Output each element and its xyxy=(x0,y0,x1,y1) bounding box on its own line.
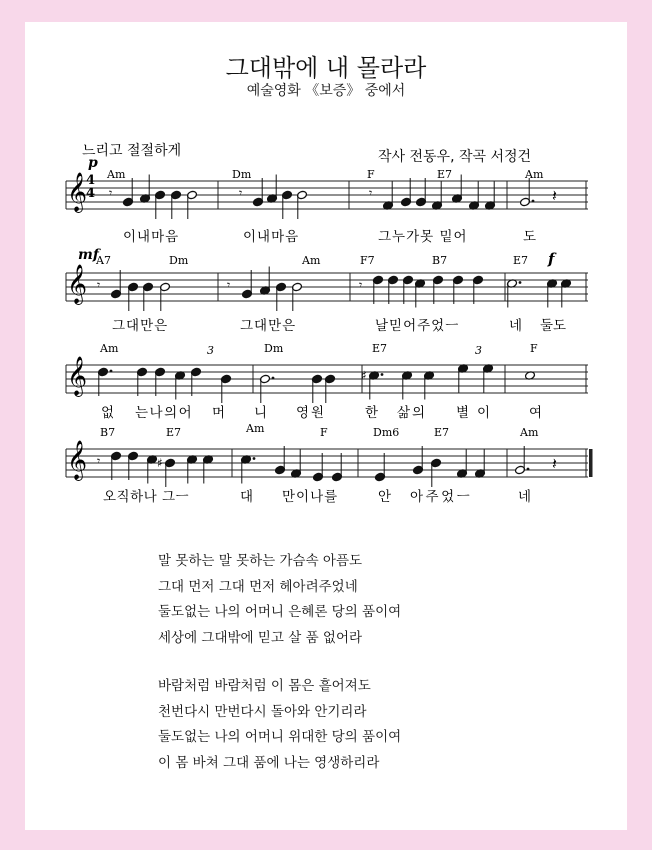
chord-symbol: Dm xyxy=(264,342,284,355)
note-dot xyxy=(532,200,535,203)
note-dot xyxy=(110,370,113,373)
verse-line: 둘도없는 나의 어머니 위대한 당의 품이여 xyxy=(158,729,402,745)
staff-system-2 xyxy=(66,247,588,334)
eighth-rest-icon: 𝄾 xyxy=(369,186,373,200)
lyric: 한 xyxy=(365,405,379,421)
lyric: 별이 xyxy=(456,405,499,421)
eighth-rest-icon: 𝄾 xyxy=(97,278,101,292)
chord-symbol: E7 xyxy=(166,426,182,439)
note-dot xyxy=(272,377,275,380)
dynamic-mark: f xyxy=(548,250,555,268)
lyric: 대 xyxy=(240,489,254,505)
lyric: 네 xyxy=(518,489,532,505)
chord-symbol: E7 xyxy=(437,168,453,181)
treble-clef-icon: 𝄞 xyxy=(67,264,88,304)
chord-symbol: E7 xyxy=(434,426,450,439)
triplet-mark: 3 xyxy=(207,344,214,357)
chord-symbol: B7 xyxy=(432,254,448,267)
chord-symbol: E7 xyxy=(372,342,388,355)
verse-block-2 xyxy=(158,674,401,776)
lyric: 오직하나 그ㅡ xyxy=(103,489,190,505)
lyric: 만이나를 xyxy=(282,489,339,505)
verse-line: 바람처럼 바람처럼 이 몸은 흩어져도 xyxy=(158,678,371,694)
verse-line: 그대 먼저 그대 먼저 헤아려주었네 xyxy=(158,578,358,595)
lyric: 도 xyxy=(523,229,537,245)
chord-symbol: F xyxy=(367,168,375,181)
chord-symbol: Dm6 xyxy=(373,426,400,439)
song-title: 그대밖에 내 몰라라 xyxy=(225,54,427,82)
time-signature-bottom: 4 xyxy=(86,186,96,201)
staff-system-4 xyxy=(66,422,593,505)
chord-symbol: F7 xyxy=(360,254,375,267)
tempo-marking: 느리고 절절하게 xyxy=(82,143,182,159)
lyric: 그누가못 밑어 xyxy=(378,229,468,245)
treble-clef-icon: 𝄞 xyxy=(67,440,88,480)
lyric: 네 xyxy=(509,318,523,334)
lyric: 그대만은 xyxy=(112,318,169,334)
lyric: 니 xyxy=(254,405,268,421)
quarter-rest-icon: 𝄽 xyxy=(552,454,557,473)
sharp-icon: ♯ xyxy=(157,456,163,470)
chord-symbol: Am xyxy=(246,422,265,435)
quarter-rest-icon: 𝄽 xyxy=(552,186,557,205)
eighth-rest-icon: 𝄾 xyxy=(109,186,113,200)
song-subtitle: 예술영화 《보증》 중에서 xyxy=(246,83,406,99)
verse-block-1 xyxy=(158,549,401,651)
chord-symbol: Am xyxy=(520,426,539,439)
note-dot xyxy=(527,468,530,471)
chord-symbol: B7 xyxy=(100,426,116,439)
lyric: 이내마음 xyxy=(123,229,180,245)
dynamic-mark: p xyxy=(88,155,98,171)
verse-line: 천번다시 만번다시 돌아와 안기리라 xyxy=(158,703,367,720)
staff-lines xyxy=(66,449,588,477)
staff-system-3 xyxy=(66,342,588,421)
lyric: 날믿어주었ㅡ xyxy=(375,318,460,334)
chord-symbol: A7 xyxy=(96,254,111,267)
treble-clef-icon: 𝄞 xyxy=(67,356,88,396)
chord-symbol: F xyxy=(320,426,328,439)
lyric: 머 xyxy=(212,405,226,421)
lyric: 삶의 xyxy=(397,405,428,421)
lyric: 여 xyxy=(529,405,543,421)
note-dot xyxy=(519,281,522,284)
chord-symbol: Am xyxy=(107,168,126,181)
staff-system-1 xyxy=(66,155,588,245)
lyric: 는나의어 xyxy=(135,405,194,421)
eighth-rest-icon: 𝄾 xyxy=(227,278,231,292)
chord-symbol: Am xyxy=(100,342,119,355)
lyric: 영원 xyxy=(296,405,327,421)
lyric: 이내마음 xyxy=(243,229,300,245)
sharp-icon: ♯ xyxy=(361,368,367,383)
notes xyxy=(97,446,593,487)
chord-symbol: F xyxy=(530,342,538,355)
lyric: 아주었ㅡ xyxy=(410,489,473,505)
note-dot xyxy=(253,457,256,460)
lyric: 둘도 xyxy=(540,318,567,334)
lyric: 안 xyxy=(378,489,392,505)
treble-clef-icon: 𝄞 xyxy=(67,172,88,212)
time-signature-top: 4 xyxy=(86,173,96,188)
eighth-rest-icon: 𝄾 xyxy=(97,454,101,468)
final-barline xyxy=(589,449,593,477)
notes xyxy=(98,364,586,403)
eighth-rest-icon: 𝄾 xyxy=(239,186,243,200)
verse-line: 이 몸 바쳐 그대 품에 나는 영생하리라 xyxy=(158,754,380,771)
verse-line: 둘도없는 나의 어머니 은혜론 당의 품이여 xyxy=(158,604,402,620)
lyric: 없 xyxy=(101,405,115,421)
chord-symbol: Dm xyxy=(169,254,189,267)
triplet-mark: 3 xyxy=(475,344,482,357)
note-dot xyxy=(381,373,384,376)
credits: 작사 전동우, 작곡 서정건 xyxy=(378,149,532,165)
eighth-rest-icon: 𝄾 xyxy=(359,278,363,292)
dynamic-mark: mf xyxy=(78,247,99,263)
chord-symbol: E7 xyxy=(513,254,529,267)
verse-line: 말 못하는 말 못하는 가슴속 아픔도 xyxy=(158,553,363,569)
chord-symbol: Dm xyxy=(232,168,252,181)
chord-symbol: Am xyxy=(525,168,544,181)
chord-symbol: Am xyxy=(302,254,321,267)
lyric: 그대만은 xyxy=(240,318,297,334)
verse-line: 세상에 그대밖에 믿고 살 품 없어라 xyxy=(158,629,363,646)
